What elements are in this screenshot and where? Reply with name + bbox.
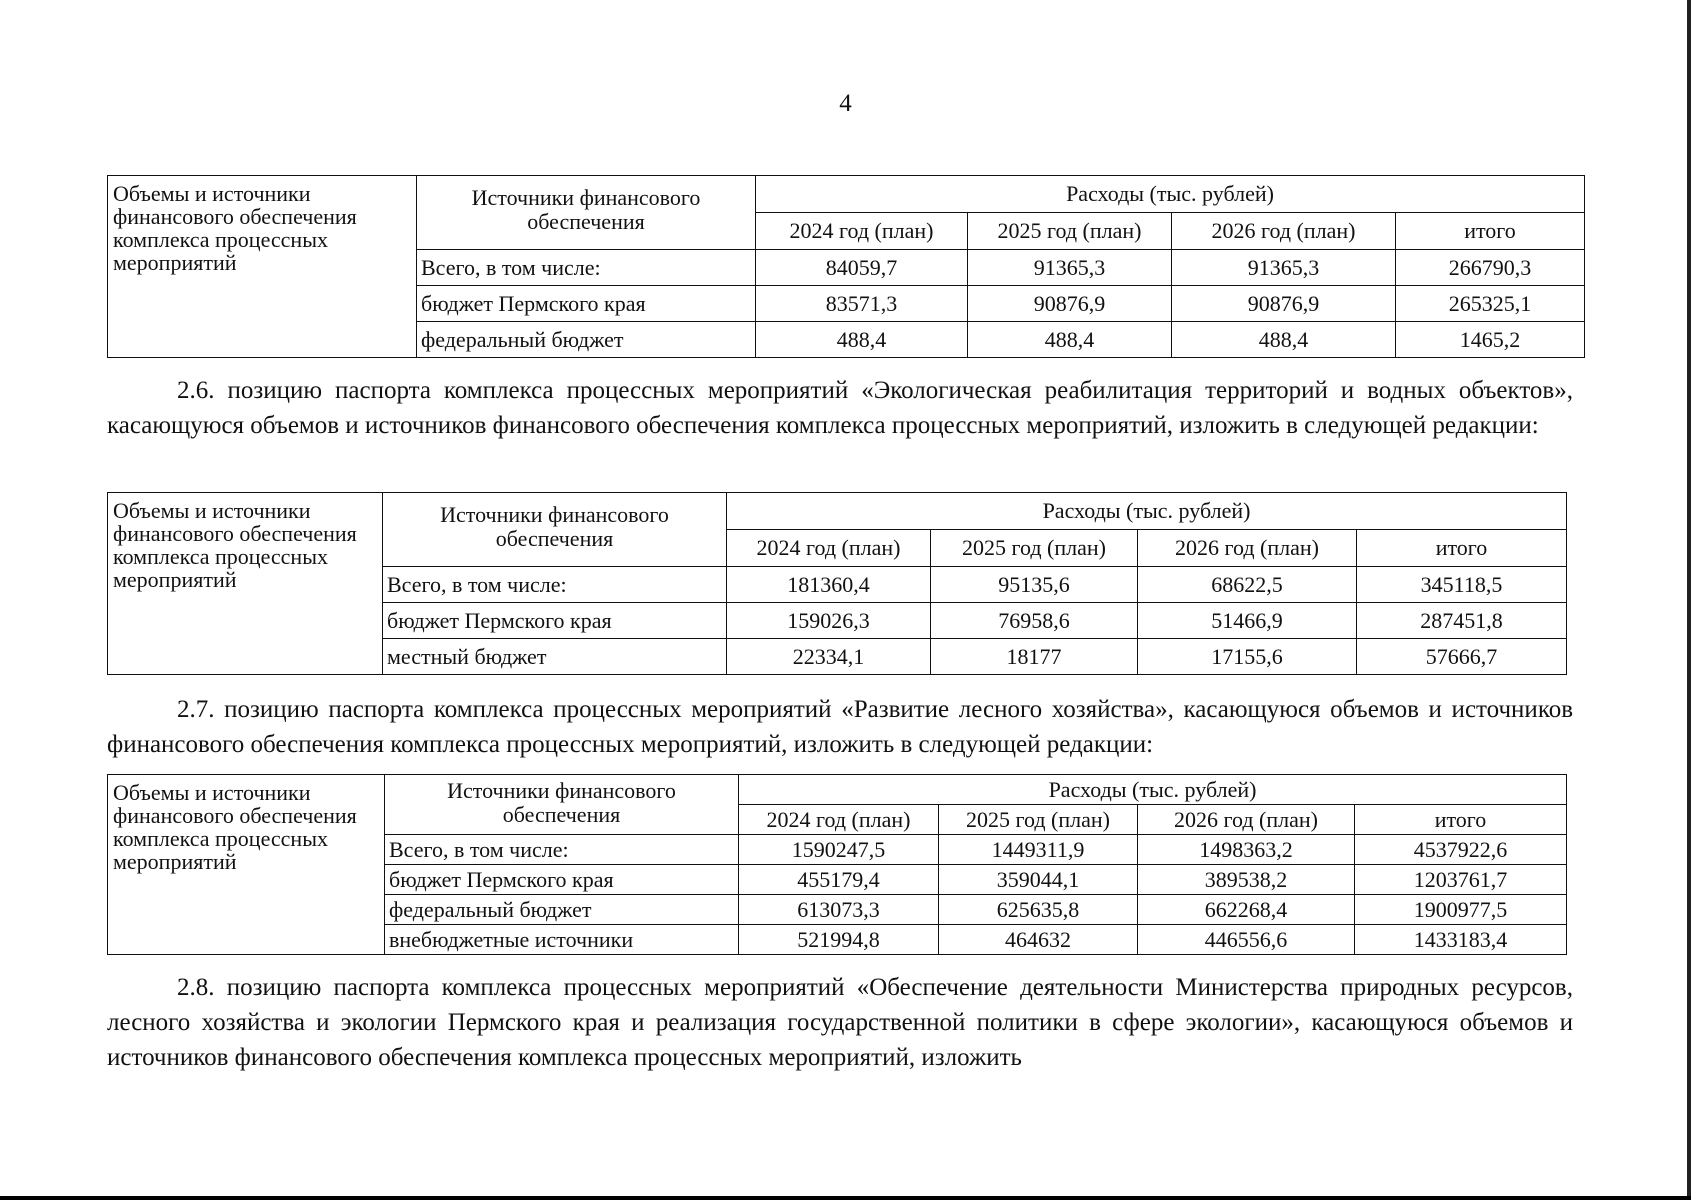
year-header: 2024 год (план)	[739, 805, 939, 835]
sources-header: Источники финансового обеспечения	[383, 493, 727, 567]
value-cell: 359044,1	[939, 865, 1138, 895]
paragraph-2-7: 2.7. позицию паспорта комплекса процессных мероприятий «Развитие лесного хозяйства», касающуюся объемов и источников финансового обеспечения комплекса процессных мероприятий, изложить в следующей редакции:	[107, 696, 1573, 758]
source-cell: местный бюджет	[383, 639, 727, 675]
financing-table-3	[107, 774, 1567, 955]
source-cell: бюджет Пермского края	[385, 865, 739, 895]
value-cell: 1900977,5	[1355, 895, 1567, 925]
value-cell: 1433183,4	[1355, 925, 1567, 955]
year-header: 2026 год (план)	[1138, 805, 1355, 835]
value-cell: 1498363,2	[1138, 835, 1355, 865]
value-cell: 1203761,7	[1355, 865, 1567, 895]
expenses-header: Расходы (тыс. рублей)	[739, 775, 1567, 805]
value-cell: 22334,1	[727, 639, 931, 675]
paragraph-2-6: 2.6. позицию паспорта комплекса процессных мероприятий «Экологическая реабилитация территорий и водных объектов», касающуюся объемов и источников финансового обеспечения комплекса процессных мероприятий, изложить в следующей редакции:	[107, 377, 1573, 439]
value-cell: 464632	[939, 925, 1138, 955]
table-label: Объемы и источники финансового обеспечения комплекса процессных мероприятий	[108, 775, 385, 955]
value-cell: 90876,9	[968, 286, 1172, 322]
scan-edge-bottom	[0, 1196, 1691, 1200]
year-header: 2024 год (план)	[727, 530, 931, 567]
value-cell: 76958,6	[931, 603, 1138, 639]
table-label: Объемы и источники финансового обеспечения комплекса процессных мероприятий	[108, 493, 383, 675]
sources-header: Источники финансового обеспечения	[417, 176, 756, 250]
value-cell: 265325,1	[1396, 286, 1585, 322]
value-cell: 1449311,9	[939, 835, 1138, 865]
year-header: 2024 год (план)	[756, 213, 968, 250]
financing-table-2	[107, 492, 1567, 675]
value-cell: 488,4	[1172, 322, 1396, 358]
total-header: итого	[1396, 213, 1585, 250]
value-cell: 90876,9	[1172, 286, 1396, 322]
expenses-header: Расходы (тыс. рублей)	[727, 493, 1567, 530]
value-cell: 4537922,6	[1355, 835, 1567, 865]
value-cell: 266790,3	[1396, 250, 1585, 286]
source-cell: бюджет Пермского края	[417, 286, 756, 322]
sources-header: Источники финансового обеспечения	[385, 775, 739, 835]
value-cell: 18177	[931, 639, 1138, 675]
scan-edge-right	[1687, 0, 1691, 1200]
value-cell: 488,4	[756, 322, 968, 358]
paragraph-2-8: 2.8. позицию паспорта комплекса процессных мероприятий «Обеспечение деятельности Министерства природных ресурсов, лесного хозяйства и экологии Пермского края и реализация государственной политики в сфере экологии», касающуюся объемов и источников финансового обеспечения комплекса процессных мероприятий, изложить	[107, 974, 1573, 1071]
financing-table-1	[107, 175, 1585, 358]
total-header: итого	[1355, 805, 1567, 835]
value-cell: 625635,8	[939, 895, 1138, 925]
value-cell: 1590247,5	[739, 835, 939, 865]
value-cell: 389538,2	[1138, 865, 1355, 895]
year-header: 2025 год (план)	[968, 213, 1172, 250]
value-cell: 84059,7	[756, 250, 968, 286]
page-number: 4	[839, 90, 852, 117]
value-cell: 57666,7	[1357, 639, 1567, 675]
value-cell: 488,4	[968, 322, 1172, 358]
value-cell: 455179,4	[739, 865, 939, 895]
source-cell: внебюджетные источники	[385, 925, 739, 955]
total-header: итого	[1357, 530, 1567, 567]
value-cell: 287451,8	[1357, 603, 1567, 639]
value-cell: 613073,3	[739, 895, 939, 925]
source-cell: Всего, в том числе:	[417, 250, 756, 286]
value-cell: 95135,6	[931, 567, 1138, 603]
year-header: 2025 год (план)	[939, 805, 1138, 835]
value-cell: 91365,3	[968, 250, 1172, 286]
value-cell: 446556,6	[1138, 925, 1355, 955]
source-cell: Всего, в том числе:	[385, 835, 739, 865]
value-cell: 662268,4	[1138, 895, 1355, 925]
source-cell: федеральный бюджет	[385, 895, 739, 925]
value-cell: 181360,4	[727, 567, 931, 603]
value-cell: 91365,3	[1172, 250, 1396, 286]
value-cell: 159026,3	[727, 603, 931, 639]
source-cell: Всего, в том числе:	[383, 567, 727, 603]
value-cell: 83571,3	[756, 286, 968, 322]
value-cell: 1465,2	[1396, 322, 1585, 358]
value-cell: 345118,5	[1357, 567, 1567, 603]
year-header: 2025 год (план)	[931, 530, 1138, 567]
year-header: 2026 год (план)	[1172, 213, 1396, 250]
value-cell: 68622,5	[1138, 567, 1357, 603]
source-cell: бюджет Пермского края	[383, 603, 727, 639]
table-label: Объемы и источники финансового обеспечения комплекса процессных мероприятий	[108, 176, 417, 358]
expenses-header: Расходы (тыс. рублей)	[756, 176, 1585, 213]
year-header: 2026 год (план)	[1138, 530, 1357, 567]
source-cell: федеральный бюджет	[417, 322, 756, 358]
value-cell: 51466,9	[1138, 603, 1357, 639]
value-cell: 521994,8	[739, 925, 939, 955]
value-cell: 17155,6	[1138, 639, 1357, 675]
